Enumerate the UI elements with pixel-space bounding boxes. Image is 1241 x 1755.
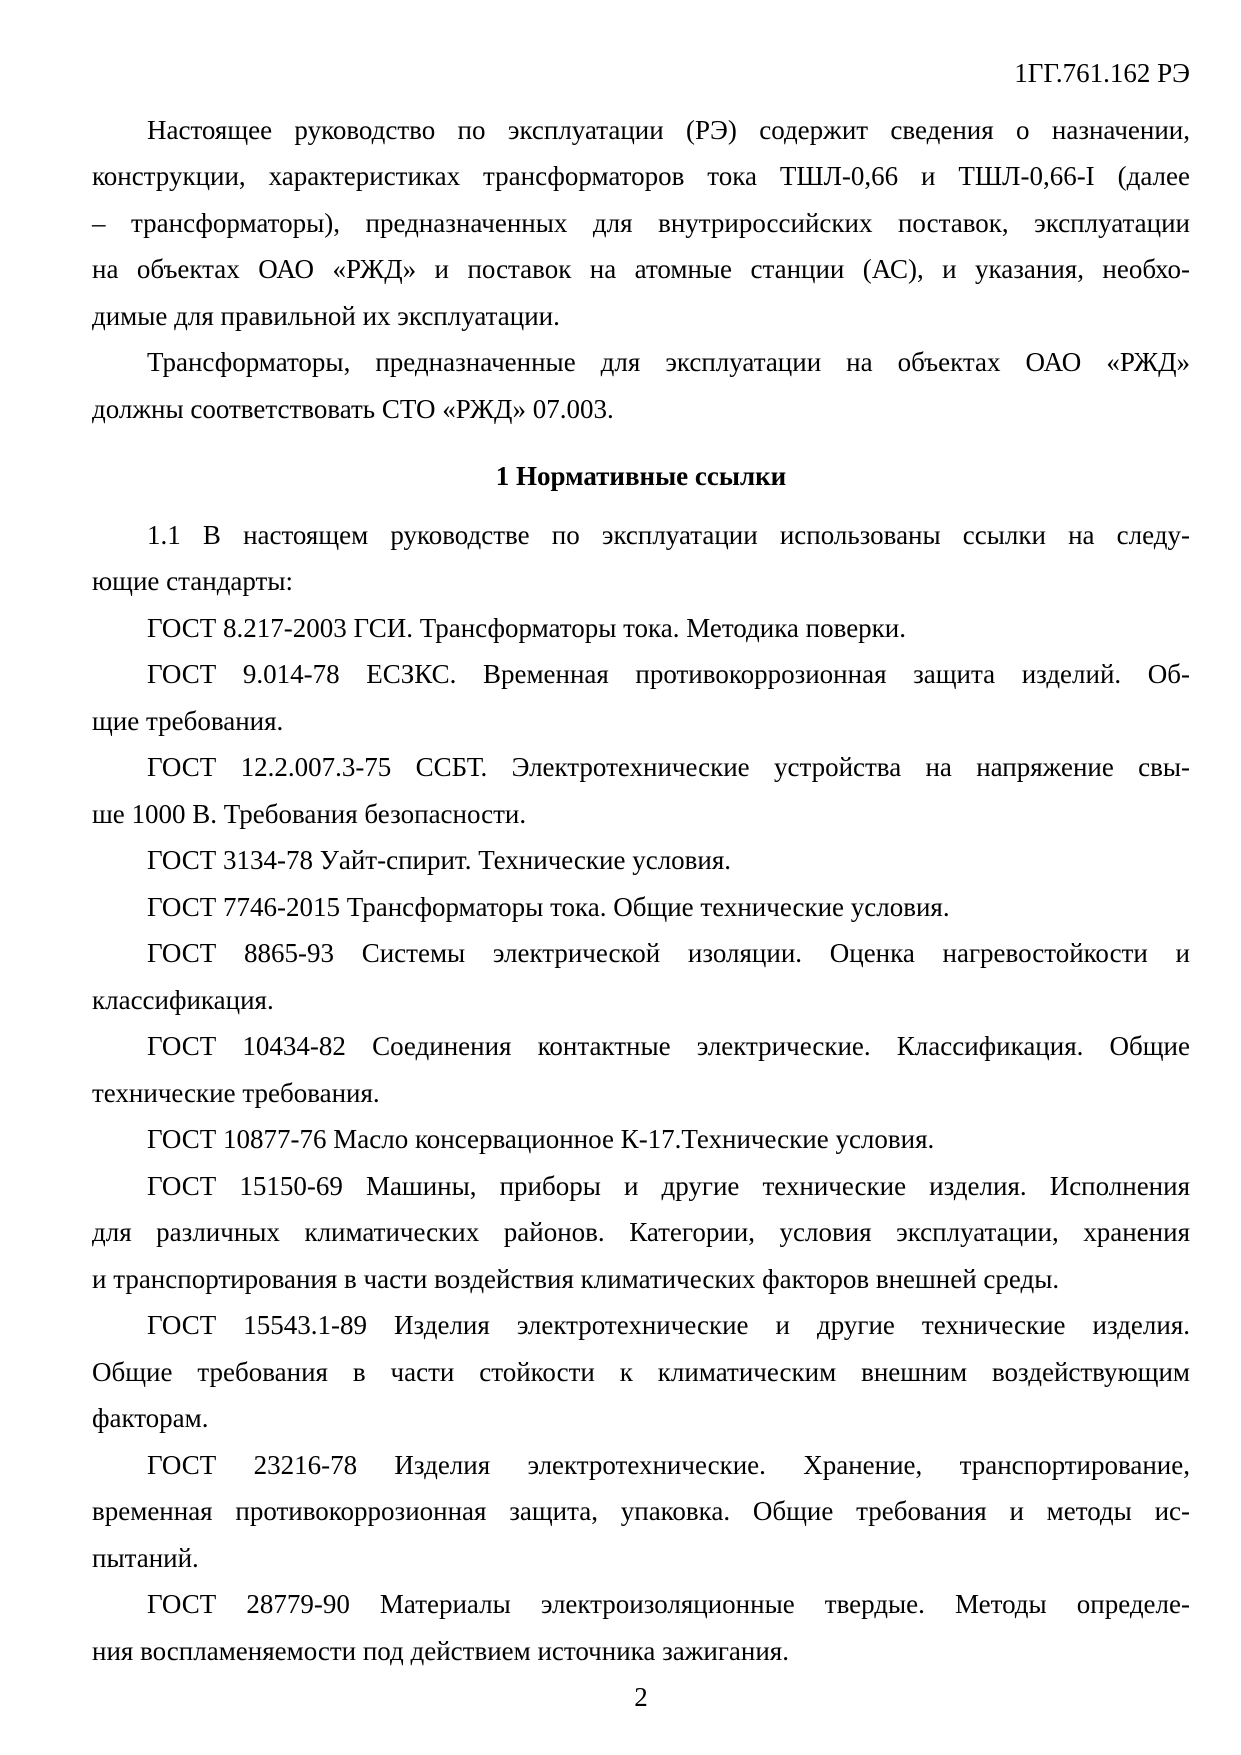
paragraph: [92, 1581, 1190, 1674]
text-line: ГОСТ 8865-93 Системы электрической изоляции. Оценка нагревостойкости и: [147, 938, 1190, 968]
text-line: факторам.: [92, 1403, 209, 1433]
text-line: Трансформаторы, предназначенные для эксплуатации на объектах ОАО «РЖД»: [147, 347, 1190, 377]
text-line: и транспортирования в части воздействия климатических факторов внешней среды.: [92, 1263, 1060, 1294]
text-line: ГОСТ 23216-78 Изделия электротехнические. Хранение, транспортирование,: [147, 1449, 1190, 1480]
text-line: ГОСТ 10434-82 Соединения контактные электрические. Классификация. Общие: [147, 1031, 1190, 1061]
paragraph: [92, 605, 1190, 652]
text-line: щие требования.: [92, 705, 284, 736]
text-line: 1.1 В настоящем руководстве по эксплуатации использованы ссылки на следу-: [147, 519, 1190, 550]
text-line: димые для правильной их эксплуатации.: [92, 300, 560, 331]
text-line: Общие требования в части стойкости к климатическим внешним воздействующим: [92, 1356, 1190, 1387]
paragraph: [92, 651, 1190, 744]
text-line: технические требования.: [92, 1077, 380, 1108]
paragraph: [92, 1442, 1190, 1582]
paragraph: [92, 339, 1190, 432]
paragraph: [92, 512, 1190, 605]
text-line: временная противокоррозионная защита, упаковка. Общие требования и методы ис-: [92, 1496, 1190, 1526]
page-number: 2: [634, 1682, 648, 1712]
paragraph: [92, 1116, 1190, 1163]
text-line: на объектах ОАО «РЖД» и поставок на атомные станции (АС), и указания, необхо-: [92, 254, 1190, 284]
text-line: ГОСТ 10877-76 Масло консервационное К-17.Технические условия.: [147, 1124, 935, 1154]
document-body: [92, 107, 1190, 1675]
paragraph: [92, 744, 1190, 837]
text-line: ГОСТ 15543.1-89 Изделия электротехнические и другие технические изделия.: [147, 1310, 1190, 1340]
text-line: ющие стандарты:: [92, 566, 293, 596]
text-line: конструкции, характеристиках трансформаторов тока ТШЛ-0,66 и ТШЛ-0,66-I (далее: [92, 161, 1190, 191]
text-line: ГОСТ 7746-2015 Трансформаторы тока. Общие технические условия.: [147, 891, 950, 922]
text-line: ГОСТ 28779-90 Материалы электроизоляционные твердые. Методы определе-: [147, 1589, 1190, 1619]
text-line: Настоящее руководство по эксплуатации (РЭ) содержит сведения о назначении,: [147, 114, 1190, 145]
text-line: ГОСТ 12.2.007.3-75 ССБТ. Электротехнические устройства на напряжение свы-: [147, 752, 1190, 782]
paragraph: [92, 1163, 1190, 1303]
text-line: ния воспламеняемости под действием источника зажигания.: [92, 1635, 789, 1666]
text-line: – трансформаторы), предназначенных для внутрироссийских поставок, эксплуатации: [92, 207, 1190, 238]
text-line: пытаний.: [92, 1542, 199, 1573]
text-line: ГОСТ 3134-78 Уайт-спирит. Технические условия.: [147, 845, 732, 875]
paragraph: [92, 1302, 1190, 1442]
paragraph: [92, 930, 1190, 1023]
paragraph: [92, 884, 1190, 931]
text-line: для различных климатических районов. Категории, условия эксплуатации, хранения: [92, 1217, 1190, 1247]
text-line: ГОСТ 15150-69 Машины, приборы и другие технические изделия. Исполнения: [147, 1170, 1190, 1201]
text-line: классификация.: [92, 984, 274, 1015]
text-line: должны соответствовать СТО «РЖД» 07.003.: [92, 393, 614, 424]
text-line: ГОСТ 8.217-2003 ГСИ. Трансформаторы тока. Методика поверки.: [147, 612, 906, 643]
paragraph: [92, 107, 1190, 340]
text-line: 1 Нормативные ссылки: [495, 461, 787, 491]
document-code: 1ГГ.761.162 РЭ: [1014, 58, 1190, 88]
section-heading: [92, 453, 1190, 500]
paragraph: [92, 1023, 1190, 1116]
text-line: ше 1000 В. Требования безопасности.: [92, 798, 527, 829]
paragraph: [92, 837, 1190, 884]
text-line: ГОСТ 9.014-78 ЕСЗКС. Временная противокоррозионная защита изделий. Об-: [147, 659, 1190, 689]
